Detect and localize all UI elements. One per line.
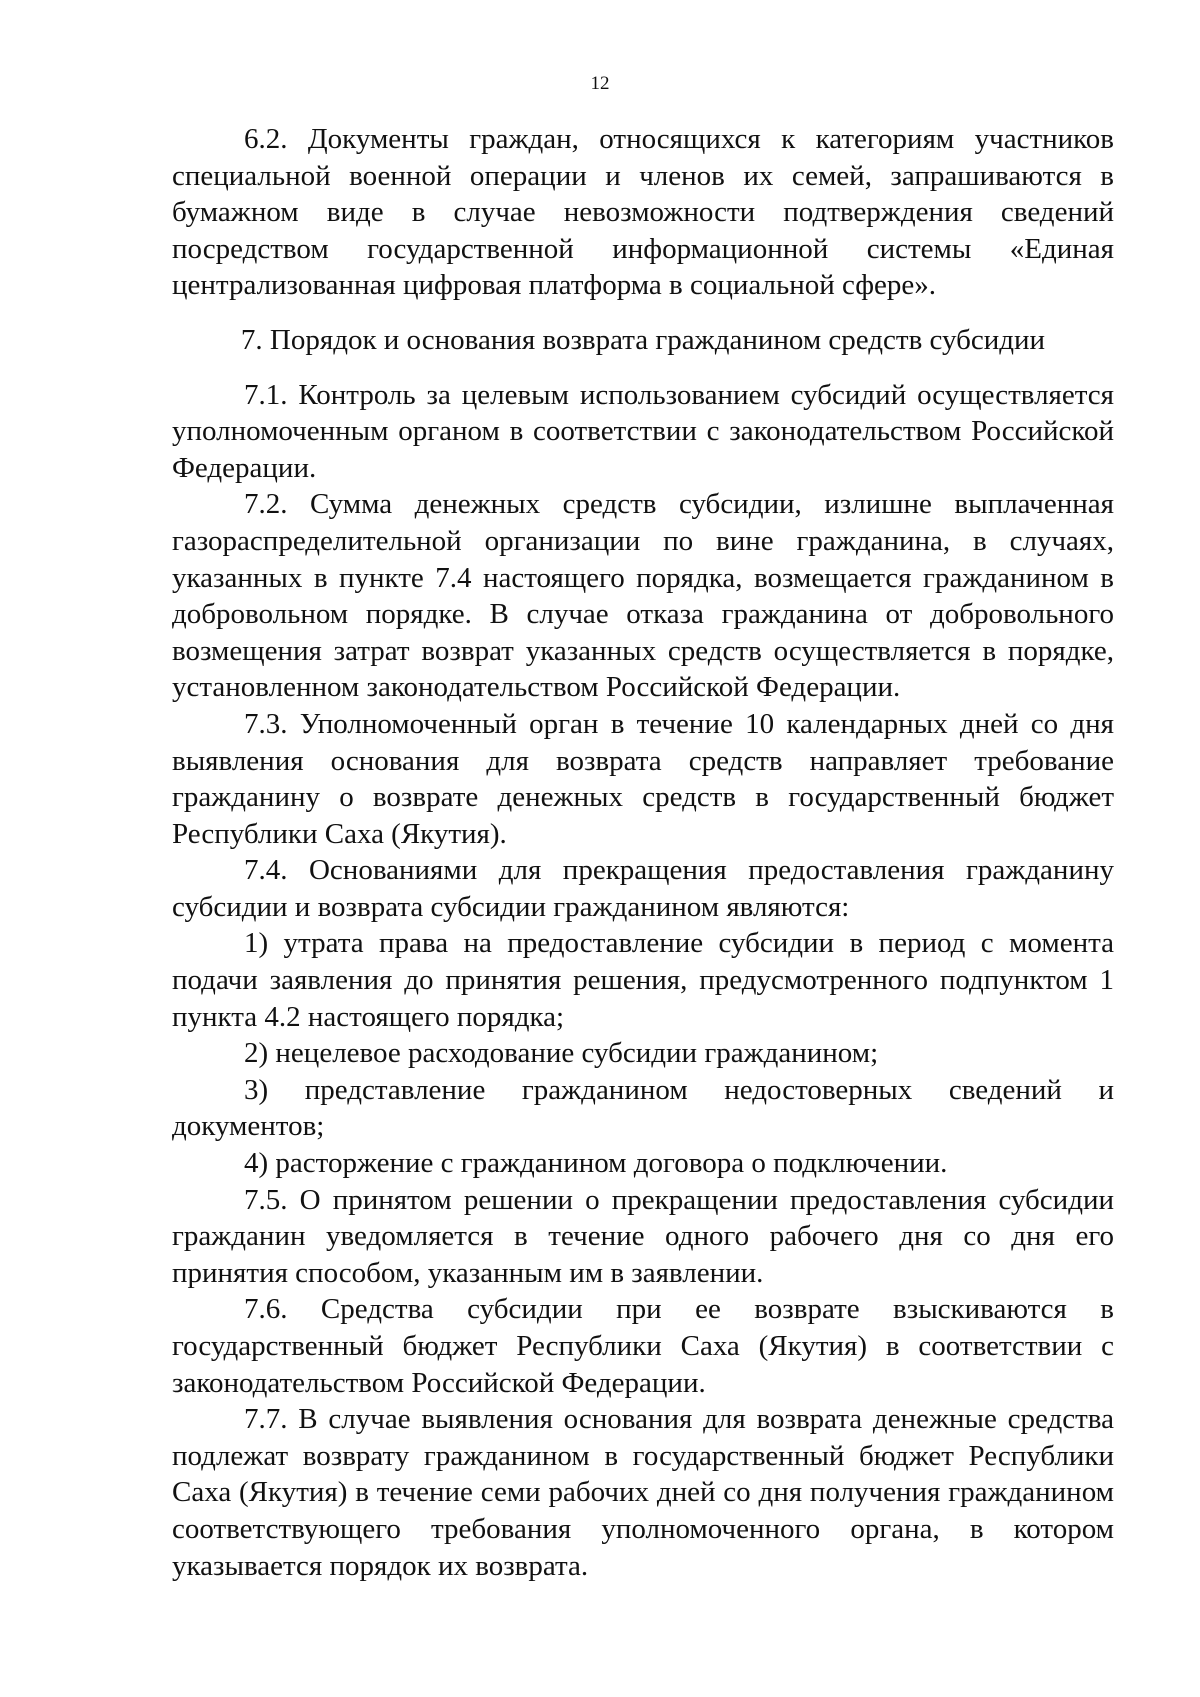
paragraph-7-6: 7.6. Средства субсидии при ее возврате взыскиваются в государственный бюджет Республики Саха (Якутия) в соответствии с законодательством Российской Федерации.	[172, 1293, 1114, 1399]
paragraph-7-5: 7.5. О принятом решении о прекращении предоставления субсидии гражданин уведомляется в течение одного рабочего дня со дня его принятия способом, указанным им в заявлении.	[172, 1183, 1114, 1289]
document-body	[172, 121, 1114, 1584]
list-item-7-4-2: 2) нецелевое расходование субсидии гражданином;	[244, 1037, 879, 1070]
page-number: 12	[590, 73, 610, 94]
paragraph-7-4: 7.4. Основаниями для прекращения предоставления гражданину субсидии и возврата субсидии гражданином являются:	[172, 854, 1114, 923]
list-item-7-4-4: 4) расторжение с гражданином договора о подключении.	[244, 1147, 948, 1180]
list-item-7-4-1: 1) утрата права на предоставление субсидии в период с момента подачи заявления до принятия решения, предусмотренного подпунктом 1 пункта 4.2 настоящего порядка;	[172, 927, 1114, 1033]
section-heading-7: 7. Порядок и основания возврата гражданином средств субсидии	[240, 323, 1046, 356]
paragraph-7-3: 7.3. Уполномоченный орган в течение 10 календарных дней со дня выявления основания для возврата средств направляет требование гражданину о возврате денежных средств в государственный бюджет Республики Саха (Якутия).	[172, 707, 1114, 850]
list-item-7-4-3: 3) представление гражданином недостоверных сведений и документов;	[172, 1073, 1114, 1143]
paragraph-7-2: 7.2. Сумма денежных средств субсидии, излишне выплаченная газораспределительной организации по вине гражданина, в случаях, указанных в пункте 7.4 настоящего порядка, возмещается гражданином в добровольном порядке. В случае отказа гражданина от добровольного возмещения затрат возврат указанных средств осуществляется в порядке, установленном законодательством Российской Федерации.	[172, 488, 1114, 704]
paragraph-7-1: 7.1. Контроль за целевым использованием субсидий осуществляется уполномоченным органом в соответствии с законодательством Российской Федерации.	[172, 378, 1114, 484]
paragraph-7-7: 7.7. В случае выявления основания для возврата денежные средства подлежат возврату гражданином в государственный бюджет Республики Саха (Якутия) в течение семи рабочих дней со дня получения гражданином соответствующего требования уполномоченного органа, в котором указывается порядок их возврата.	[172, 1403, 1114, 1582]
paragraph-6-2: 6.2. Документы граждан, относящихся к категориям участников специальной военной операции и членов их семей, запрашиваются в бумажном виде в случае невозможности подтверждения сведений посредством государственной информационной системы «Единая централизованная цифровая платформа в социальной сфере».	[172, 123, 1114, 302]
